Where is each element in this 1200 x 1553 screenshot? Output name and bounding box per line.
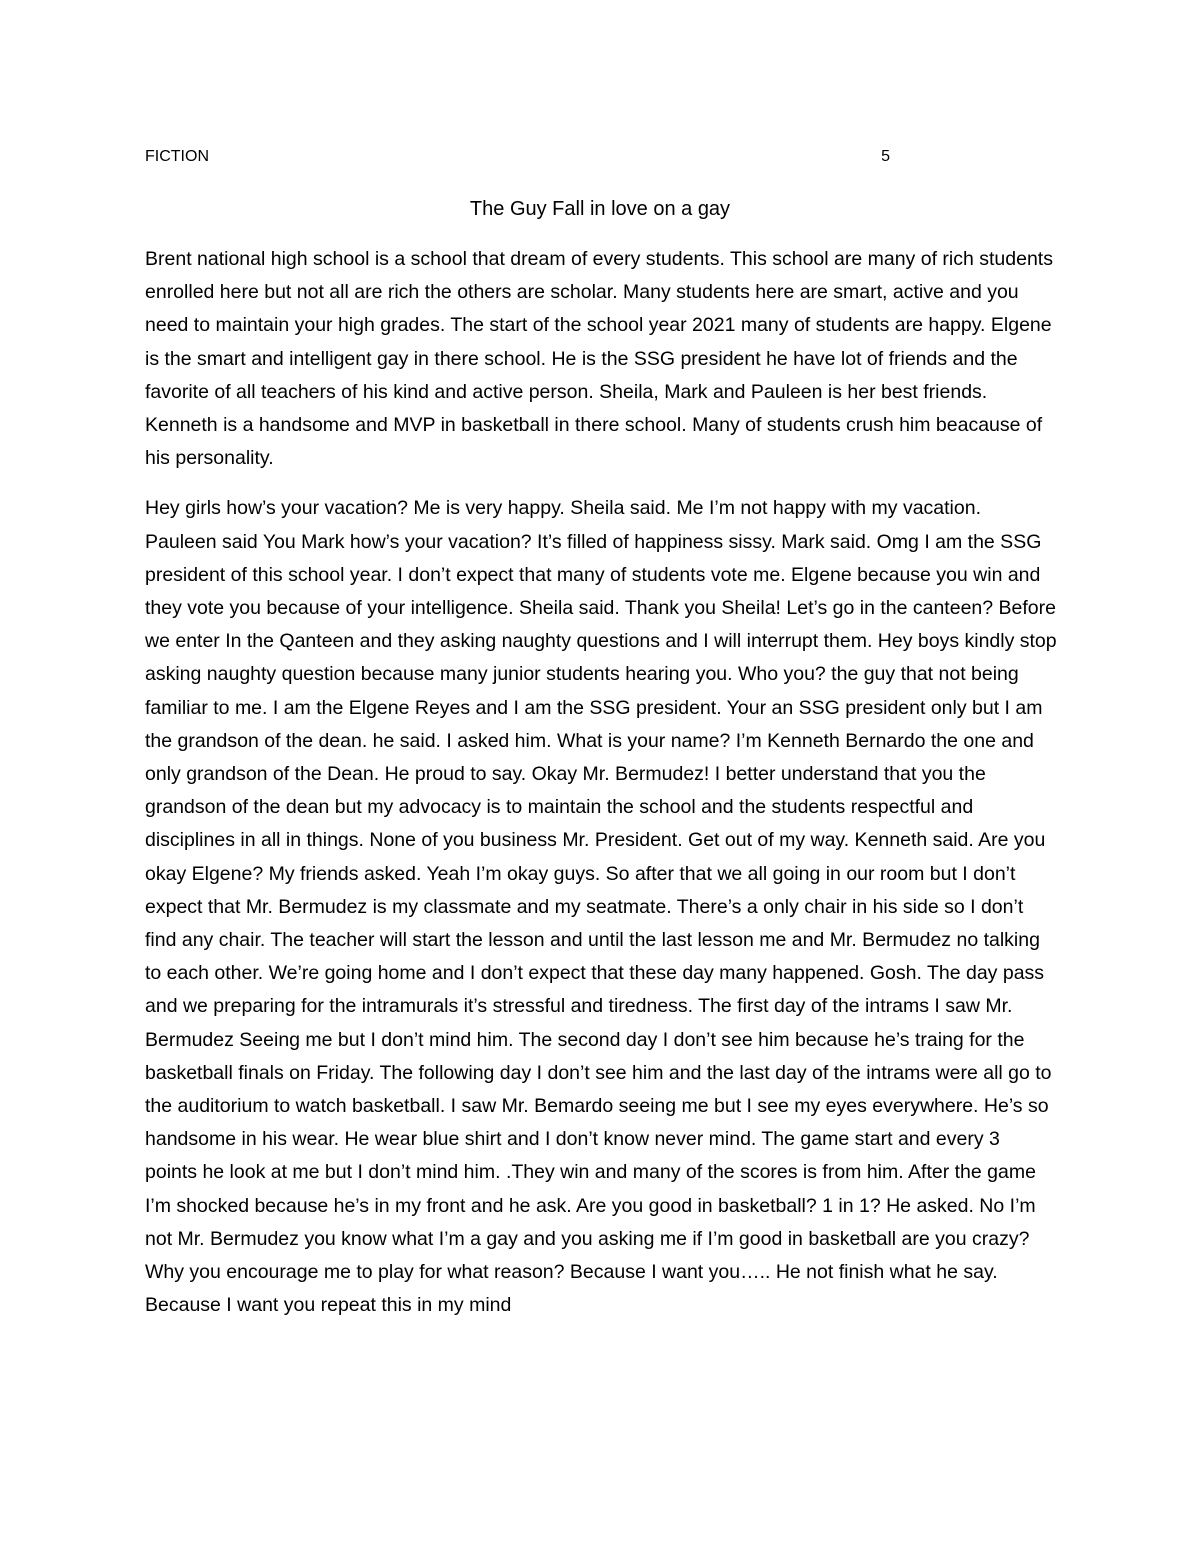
story-body	[145, 243, 1057, 1340]
story-title: The Guy Fall in love on a gay	[469, 198, 731, 220]
paragraph-dialogue: Hey girls how’s your vacation? Me is very happy. Sheila said. Me I’m not happy with my vacation. Pauleen said You Mark how’s your vacation? It’s filled of happiness sissy. Mark said. Omg I am the SSG president of this school year. I don’t expect that many of students vote me. Elgene because you win and they vote you because of your intelligence. Sheila said. Thank you Sheila! Let’s go in the canteen? Before we enter In the Qanteen and they asking naughty questions and I will interrupt them. Hey boys kindly stop asking naughty question because many junior students hearing you. Who you? the guy that not being familiar to me. I am the Elgene Reyes and I am the SSG president. Your an SSG president only but I am the grandson of the dean. he said. I asked him. What is your name? I’m Kenneth Bernardo the one and only grandson of the Dean. He proud to say. Okay Mr. Bermudez! I better understand that you the grandson of the dean but my advocacy is to maintain the school and the students respectful and disciplines in all in things. None of you business Mr. President. Get out of my way. Kenneth said. Are you okay Elgene? My friends asked. Yeah I’m okay guys. So after that we all going in our room but I don’t expect that Mr. Bermudez is my classmate and my seatmate. There’s a only chair in his side so I don’t find any chair. The teacher will start the lesson and until the last lesson me and Mr. Bermudez no talking to each other. We’re going home and I don’t expect that these day many happened. Gosh. The day pass and we preparing for the intramurals it’s stressful and tiredness. The first day of the intrams I saw Mr. Bermudez Seeing me but I don’t mind him. The second day I don’t see him because he’s traing for the basketball finals on Friday. The following day I don’t see him and the last day of the intrams were all go to the auditorium to watch basketball. I saw Mr. Bemardo seeing me but I see my eyes everywhere. He’s so handsome in his wear. He wear blue shirt and I don’t know never mind. The game start and every 3 points he look at me but I don’t mind him. .They win and many of the scores is from him. After the game I’m shocked because he’s in my front and he ask. Are you good in basketball? 1 in 1? He asked. No I’m not Mr. Bermudez you know what I’m a gay and you asking me if I’m good in basketball are you crazy? Why you encourage me to play for what reason? Because I want you….. He not finish what he say. Because I want you repeat this in my mind	[145, 497, 1057, 1317]
header-label: FICTION	[145, 148, 209, 165]
paragraph-intro: Brent national high school is a school that dream of every students. This school are many of rich students enrolled here but not all are rich the others are scholar. Many students here are smart, active and you need to maintain your high grades. The start of the school year 2021 many of students are happy. Elgene is the smart and intelligent gay in there school. He is the SSG president he have lot of friends and the favorite of all teachers of his kind and active person. Sheila, Mark and Pauleen is her best friends. Kenneth is a handsome and MVP in basketball in there school. Many of students crush him beacause of his personality.	[145, 248, 1053, 470]
page-header	[145, 146, 890, 170]
page-number: 5	[881, 148, 890, 165]
